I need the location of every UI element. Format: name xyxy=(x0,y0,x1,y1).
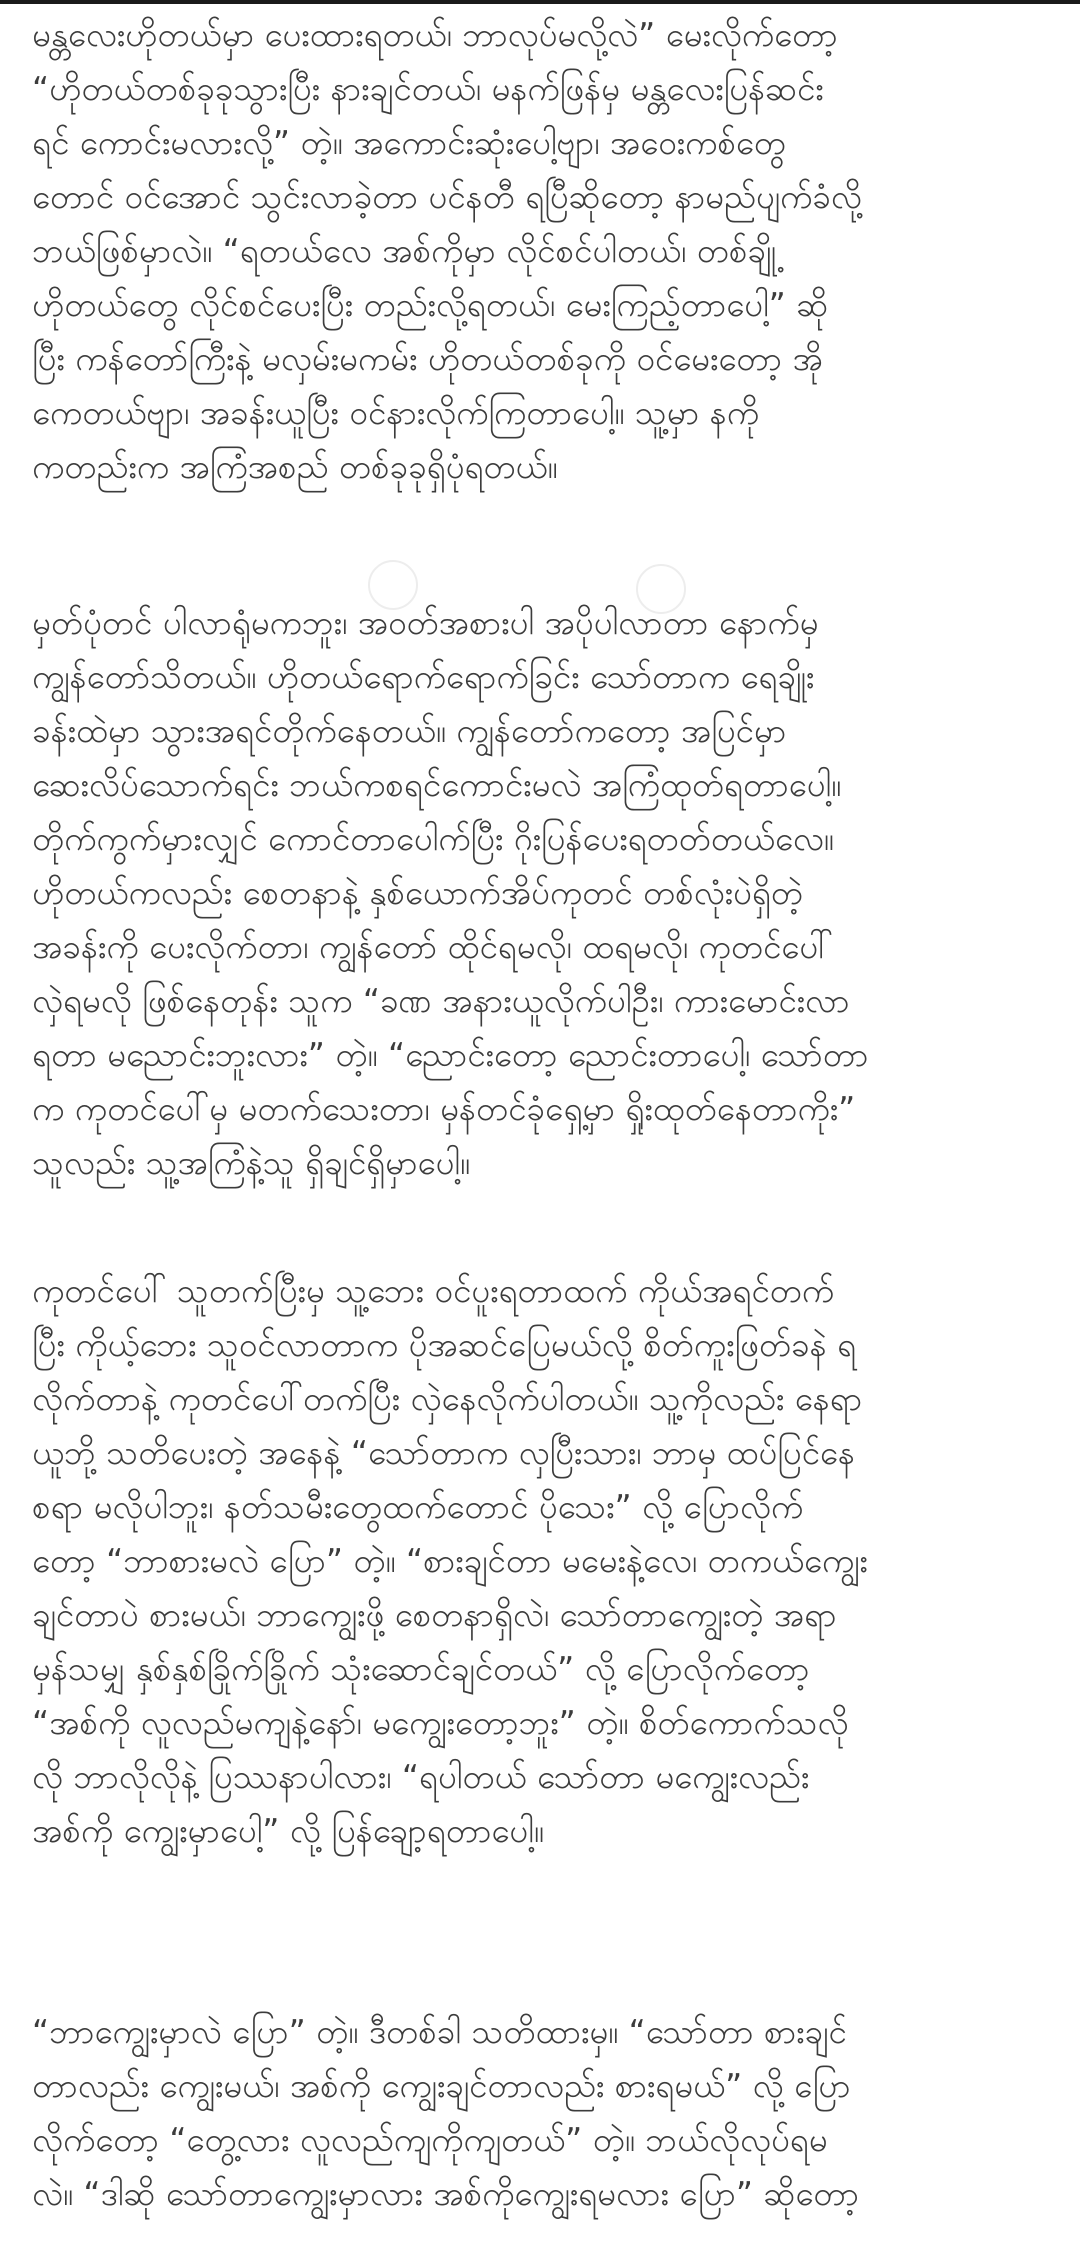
article-paragraph: ကုတင်ပေါ် သူတက်ပြီးမှ သူ့ဘေး ဝင်ပူးရတာထက် ကိုယ်အရင်တက် ပြီး ကိုယ့်ဘေး သူဝင်လာတာက ပိုအဆင်ပြေမယ်လို့ စိတ်ကူးဖြတ်ခနဲ ရ လိုက်တာနဲ့ ကုတင်ပေါ်တက်ပြီး လှဲနေလိုက်ပါတယ်။ သူ့ကိုလည်း နေရာ ယူဘို့ သတိပေးတဲ့ အနေနဲ့ “သော်တာက လှပြီးသား၊ ဘာမှ ထပ်ပြင်နေ စရာ မလိုပါဘူး၊ နတ်သမီးတွေထက်တောင် ပိုသေး” လို့ ပြောလိုက် တော့ “ဘာစားမလဲ ပြော” တဲ့။ “စားချင်တာ မမေးနဲ့လေ၊ တကယ်ကျွေး ချင်တာပဲ စားမယ်၊ ဘာကျွေးဖို့ စေတနာရှိလဲ၊ သော်တာကျွေးတဲ့ အရာ မှန်သမျှ နှစ်နှစ်ခြိုက်ခြိုက် သုံးဆောင်ချင်တယ်” လို့ ပြောလိုက်တော့ “အစ်ကို လူလည်မကျနဲ့နော်၊ မကျွေးတော့ဘူး” တဲ့။ စိတ်ကောက်သလို လို ဘာလိုလိုနဲ့ ပြဿနာပါလား၊ “ရပါတယ် သော်တာ မကျွေးလည်း အစ်ကို ကျွေးမှာပေါ့” လို့ ပြန်ချော့ရတာပေါ့။ xyxy=(32,1271,868,1850)
article-paragraph: မန္တလေးဟိုတယ်မှာ ပေးထားရတယ်၊ ဘာလုပ်မလို့လဲ” မေးလိုက်တော့ “ဟိုတယ်တစ်ခုခုသွားပြီး နားချင်တယ်၊ မနက်ဖြန်မှ မန္တလေးပြန်ဆင်း ရင် ကောင်းမလားလို့” တဲ့။ အကောင်းဆုံးပေါ့ဗျာ၊ အဝေးကစ်တွေ တောင် ဝင်အောင် သွင်းလာခဲ့တာ ပင်နတီ ရပြီဆိုတော့ နာမည်ပျက်ခံလို့ ဘယ်ဖြစ်မှာလဲ။ “ရတယ်လေ အစ်ကိုမှာ လိုင်စင်ပါတယ်၊ တစ်ချို့ ဟိုတယ်တွေ လိုင်စင်ပေးပြီး တည်းလို့ရတယ်၊ မေးကြည့်တာပေါ့” ဆို ပြီး ကန်တော်ကြီးနဲ့ မလှမ်းမကမ်း ဟိုတယ်တစ်ခုကို ဝင်မေးတော့ အို ကေတယ်ဗျာ၊ အခန်းယူပြီး ဝင်နားလိုက်ကြတာပေါ့။ သူ့မှာ နကို ကတည်းက အကြံအစည် တစ်ခုခုရှိပုံရတယ်။ xyxy=(32,15,862,486)
article-paragraph: မှတ်ပုံတင် ပါလာရုံမကဘူး၊ အဝတ်အစားပါ အပိုပါလာတာ နောက်မှ ကျွန်တော်သိတယ်။ ဟိုတယ်ရောက်ရောက်ခြင်း သော်တာက ရေချိုး ခန်းထဲမှာ သွားအရင်တိုက်နေတယ်။ ကျွန်တော်ကတော့ အပြင်မှာ ဆေးလိပ်သောက်ရင်း ဘယ်ကစရင်ကောင်းမလဲ အကြံထုတ်ရတာပေါ့။ တိုက်ကွက်မှားလျှင် ကောင်တာပေါက်ပြီး ဂိုးပြန်ပေးရတတ်တယ်လေ။ ဟိုတယ်ကလည်း စေတနာနဲ့ နှစ်ယောက်အိပ်ကုတင် တစ်လုံးပဲရှိတဲ့ အခန်းကို ပေးလိုက်တာ၊ ကျွန်တော် ထိုင်ရမလို၊ ထရမလို၊ ကုတင်ပေါ် လှဲရမလို ဖြစ်နေတုန်း သူက “ခဏ အနားယူလိုက်ပါဦး၊ ကားမောင်းလာ ရတာ မညောင်းဘူးလား” တဲ့။ “ညောင်းတော့ ညောင်းတာပေါ့၊ သော်တာ က ကုတင်ပေါ်မှ မတက်သေးတာ၊ မှန်တင်ခုံရှေ့မှာ ရှိုးထုတ်နေတာကိုး” သူလည်း သူ့အကြံနဲ့သူ ရှိချင်ရှိမှာပေါ့။ xyxy=(32,603,869,1182)
article-paragraph: “ဘာကျွေးမှာလဲ ပြော” တဲ့။ ဒီတစ်ခါ သတိထားမှ။ “သော်တာ စားချင် တာလည်း ကျွေးမယ်၊ အစ်ကို ကျွေးချင်တာလည်း စားရမယ်” လို့ ပြော လိုက်တော့ “တွေ့လား လူလည်ကျကိုကျတယ်” တဲ့။ ဘယ်လိုလုပ်ရမ လဲ။ “ဒါဆို သော်တာကျွေးမှာလား အစ်ကိုကျွေးရမလား ပြော” ဆိုတော့ xyxy=(32,2012,859,2213)
top-edge-bar xyxy=(0,0,1080,4)
